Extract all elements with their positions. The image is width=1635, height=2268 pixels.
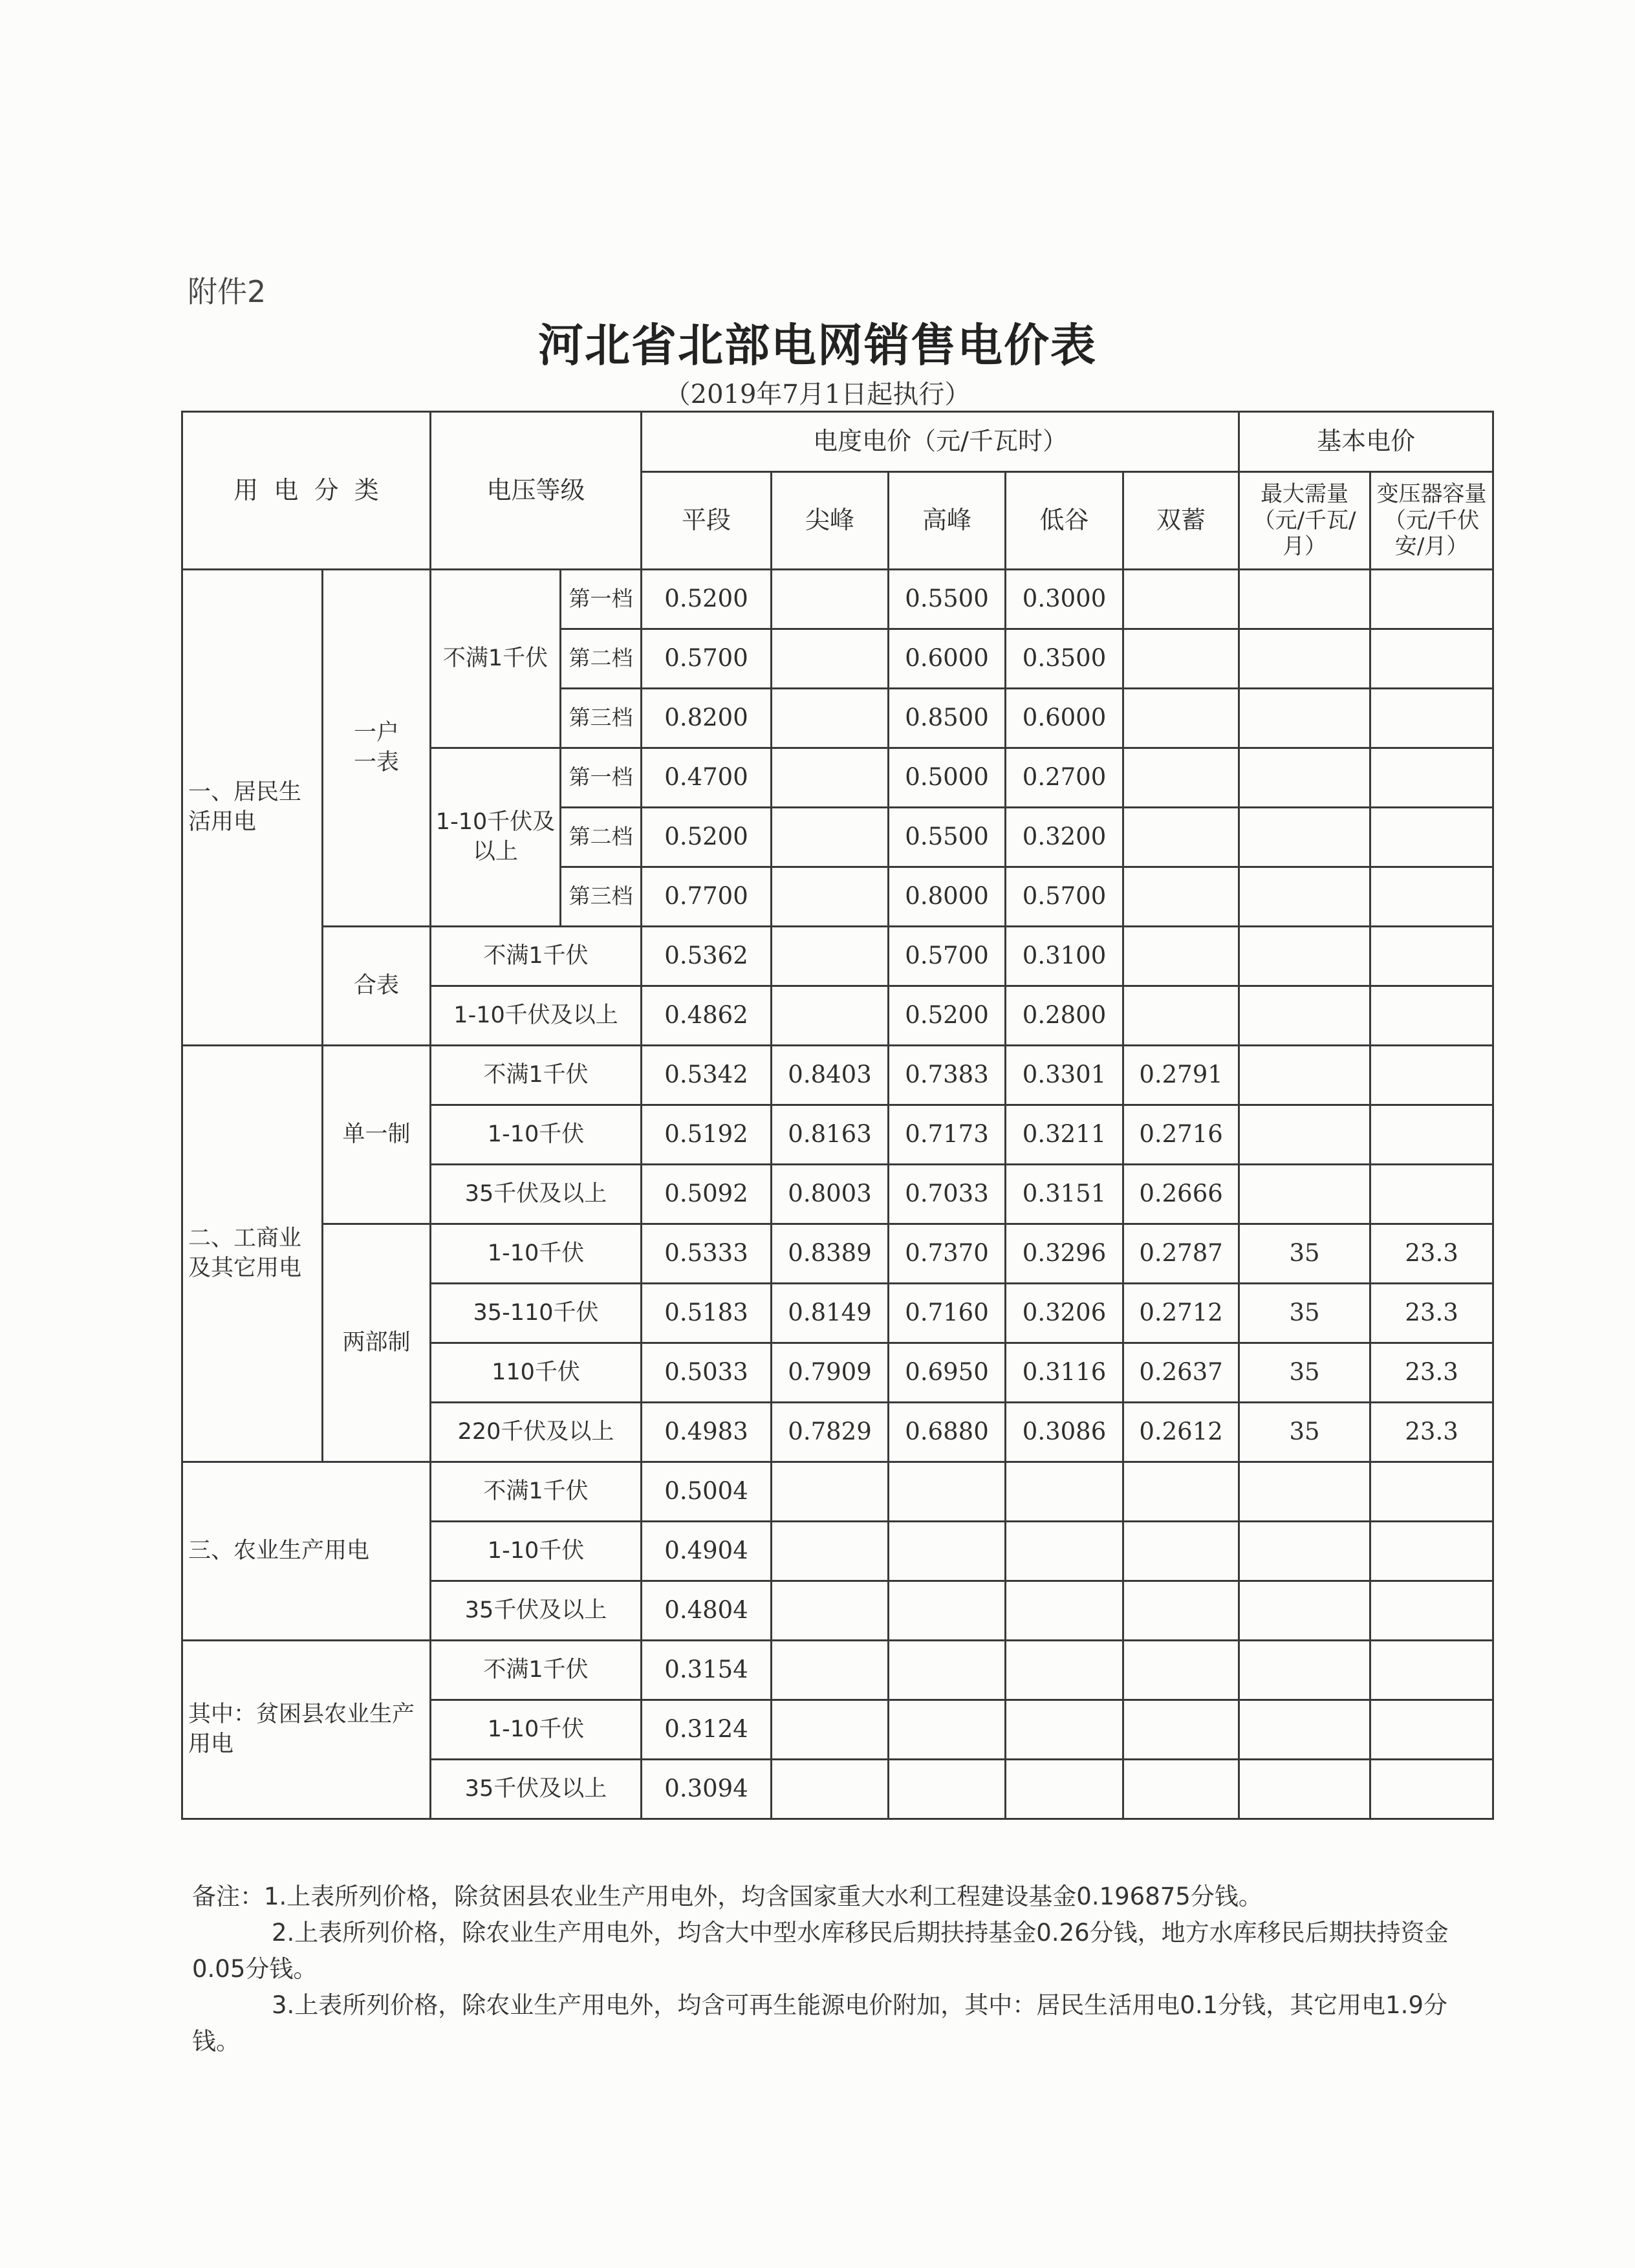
price-flat: 0.7700 <box>642 867 772 927</box>
attachment-label: 附件2 <box>188 274 266 309</box>
price-flat: 0.5183 <box>642 1284 772 1343</box>
voltage-cell: 35-110千伏 <box>431 1284 642 1343</box>
table-row <box>182 1046 1493 1105</box>
price-max-demand <box>1239 629 1370 689</box>
price-sharp-peak <box>772 1700 889 1760</box>
header-flat: 平段 <box>642 472 772 570</box>
price-sharp-peak <box>772 629 889 689</box>
price-transformer-capacity <box>1370 986 1493 1046</box>
price-max-demand <box>1239 808 1370 867</box>
voltage-cell: 1-10千伏 <box>431 1105 642 1165</box>
price-flat: 0.5033 <box>642 1343 772 1403</box>
tier-cell: 第三档 <box>561 867 642 927</box>
price-max-demand: 35 <box>1239 1224 1370 1284</box>
page-subtitle: （2019年7月1日起执行） <box>664 380 971 409</box>
price-peak: 0.7160 <box>889 1284 1006 1343</box>
price-dual-storage: 0.2637 <box>1123 1343 1239 1403</box>
price-valley <box>1006 1522 1123 1581</box>
category-cell: 二、工商业及其它用电 <box>182 1046 323 1462</box>
tier-cell: 第三档 <box>561 689 642 748</box>
header-sharp-peak: 尖峰 <box>772 472 889 570</box>
price-sharp-peak <box>772 986 889 1046</box>
category-cell: 其中：贫困县农业生产用电 <box>182 1641 431 1819</box>
price-peak: 0.5000 <box>889 748 1006 808</box>
price-peak: 0.8000 <box>889 867 1006 927</box>
price-dual-storage: 0.2612 <box>1123 1403 1239 1462</box>
table-row <box>182 927 1493 986</box>
price-dual-storage <box>1123 927 1239 986</box>
header-peak: 高峰 <box>889 472 1006 570</box>
price-transformer-capacity <box>1370 1522 1493 1581</box>
price-peak <box>889 1462 1006 1522</box>
price-flat: 0.3124 <box>642 1700 772 1760</box>
table-body <box>182 570 1493 1819</box>
price-max-demand <box>1239 986 1370 1046</box>
price-dual-storage <box>1123 1700 1239 1760</box>
price-max-demand <box>1239 1165 1370 1224</box>
price-sharp-peak <box>772 927 889 986</box>
price-dual-storage <box>1123 1641 1239 1700</box>
price-dual-storage <box>1123 986 1239 1046</box>
price-max-demand <box>1239 1700 1370 1760</box>
price-valley <box>1006 1581 1123 1641</box>
price-sharp-peak <box>772 748 889 808</box>
price-max-demand <box>1239 1046 1370 1105</box>
price-transformer-capacity <box>1370 689 1493 748</box>
price-valley <box>1006 1700 1123 1760</box>
price-valley: 0.2700 <box>1006 748 1123 808</box>
price-dual-storage <box>1123 1760 1239 1819</box>
price-transformer-capacity <box>1370 927 1493 986</box>
voltage-cell: 1-10千伏及以上 <box>431 748 561 927</box>
voltage-cell: 220千伏及以上 <box>431 1403 642 1462</box>
price-peak: 0.5500 <box>889 570 1006 629</box>
voltage-cell: 35千伏及以上 <box>431 1760 642 1819</box>
price-max-demand <box>1239 1641 1370 1700</box>
price-valley: 0.3086 <box>1006 1403 1123 1462</box>
price-max-demand <box>1239 689 1370 748</box>
voltage-cell: 35千伏及以上 <box>431 1165 642 1224</box>
voltage-cell: 不满1千伏 <box>431 570 561 748</box>
price-flat: 0.4700 <box>642 748 772 808</box>
category-cell: 三、农业生产用电 <box>182 1462 431 1641</box>
price-sharp-peak: 0.8389 <box>772 1224 889 1284</box>
price-dual-storage: 0.2712 <box>1123 1284 1239 1343</box>
price-peak: 0.6880 <box>889 1403 1006 1462</box>
tier-cell: 第二档 <box>561 808 642 867</box>
price-max-demand <box>1239 927 1370 986</box>
price-valley <box>1006 1760 1123 1819</box>
voltage-cell: 不满1千伏 <box>431 1641 642 1700</box>
subcategory-cell: 合表 <box>323 927 431 1046</box>
price-sharp-peak <box>772 1760 889 1819</box>
note-3: 3.上表所列价格，除农业生产用电外，均含可再生能源电价附加，其中：居民生活用电0.1分钱，其它用电1.9分钱。 <box>192 1991 1447 2055</box>
price-dual-storage <box>1123 1522 1239 1581</box>
voltage-cell: 35千伏及以上 <box>431 1581 642 1641</box>
price-sharp-peak <box>772 689 889 748</box>
price-max-demand: 35 <box>1239 1403 1370 1462</box>
price-valley: 0.3000 <box>1006 570 1123 629</box>
voltage-cell: 不满1千伏 <box>431 927 642 986</box>
note-1: 备注：1.上表所列价格，除贫困县农业生产用电外，均含国家重大水利工程建设基金0.196875分钱。 <box>192 1883 1262 1910</box>
price-max-demand: 35 <box>1239 1284 1370 1343</box>
table-row <box>182 570 1493 629</box>
header-category: 用 电 分 类 <box>182 412 431 570</box>
voltage-cell: 1-10千伏 <box>431 1522 642 1581</box>
price-dual-storage: 0.2787 <box>1123 1224 1239 1284</box>
price-max-demand <box>1239 1522 1370 1581</box>
header-dual-storage: 双蓄 <box>1123 472 1239 570</box>
header-transformer-capacity: 变压器容量（元/千伏安/月） <box>1370 472 1493 570</box>
price-transformer-capacity <box>1370 1760 1493 1819</box>
price-dual-storage <box>1123 1581 1239 1641</box>
price-sharp-peak: 0.7909 <box>772 1343 889 1403</box>
price-max-demand <box>1239 1462 1370 1522</box>
header-basic-price: 基本电价 <box>1239 412 1493 472</box>
tier-cell: 第一档 <box>561 570 642 629</box>
price-transformer-capacity <box>1370 1700 1493 1760</box>
header-voltage: 电压等级 <box>431 412 642 570</box>
price-flat: 0.3094 <box>642 1760 772 1819</box>
price-peak: 0.7173 <box>889 1105 1006 1165</box>
header-valley: 低谷 <box>1006 472 1123 570</box>
price-peak <box>889 1581 1006 1641</box>
price-table <box>181 411 1494 1820</box>
price-max-demand <box>1239 748 1370 808</box>
notes <box>192 1879 1492 2060</box>
price-flat: 0.4983 <box>642 1403 772 1462</box>
header-energy-price: 电度电价（元/千瓦时） <box>642 412 1239 472</box>
price-dual-storage: 0.2791 <box>1123 1046 1239 1105</box>
price-peak: 0.8500 <box>889 689 1006 748</box>
price-valley <box>1006 1462 1123 1522</box>
price-peak: 0.6000 <box>889 629 1006 689</box>
price-sharp-peak: 0.8003 <box>772 1165 889 1224</box>
price-transformer-capacity: 23.3 <box>1370 1343 1493 1403</box>
price-max-demand: 35 <box>1239 1343 1370 1403</box>
price-peak <box>889 1700 1006 1760</box>
price-transformer-capacity <box>1370 1581 1493 1641</box>
price-sharp-peak <box>772 1581 889 1641</box>
price-dual-storage <box>1123 808 1239 867</box>
price-dual-storage: 0.2716 <box>1123 1105 1239 1165</box>
subcategory-cell: 一户 一表 <box>323 570 431 927</box>
price-valley: 0.3500 <box>1006 629 1123 689</box>
voltage-cell: 110千伏 <box>431 1343 642 1403</box>
price-transformer-capacity: 23.3 <box>1370 1403 1493 1462</box>
price-sharp-peak <box>772 1522 889 1581</box>
price-dual-storage: 0.2666 <box>1123 1165 1239 1224</box>
price-valley: 0.3301 <box>1006 1046 1123 1105</box>
voltage-cell: 1-10千伏及以上 <box>431 986 642 1046</box>
price-valley: 0.3296 <box>1006 1224 1123 1284</box>
price-flat: 0.5200 <box>642 570 772 629</box>
subcategory-cell: 单一制 <box>323 1046 431 1224</box>
price-sharp-peak <box>772 867 889 927</box>
price-valley: 0.2800 <box>1006 986 1123 1046</box>
price-flat: 0.5092 <box>642 1165 772 1224</box>
voltage-cell: 不满1千伏 <box>431 1462 642 1522</box>
price-sharp-peak <box>772 570 889 629</box>
price-flat: 0.4862 <box>642 986 772 1046</box>
price-valley <box>1006 1641 1123 1700</box>
price-peak: 0.5200 <box>889 986 1006 1046</box>
price-max-demand <box>1239 1760 1370 1819</box>
price-transformer-capacity <box>1370 570 1493 629</box>
price-sharp-peak: 0.8403 <box>772 1046 889 1105</box>
price-valley: 0.6000 <box>1006 689 1123 748</box>
price-flat: 0.3154 <box>642 1641 772 1700</box>
price-flat: 0.4804 <box>642 1581 772 1641</box>
price-transformer-capacity: 23.3 <box>1370 1224 1493 1284</box>
price-transformer-capacity <box>1370 808 1493 867</box>
price-max-demand <box>1239 867 1370 927</box>
price-peak <box>889 1760 1006 1819</box>
table-row <box>182 1641 1493 1700</box>
table-row <box>182 1462 1493 1522</box>
price-valley: 0.3200 <box>1006 808 1123 867</box>
price-flat: 0.8200 <box>642 689 772 748</box>
price-dual-storage <box>1123 570 1239 629</box>
price-transformer-capacity <box>1370 629 1493 689</box>
price-transformer-capacity <box>1370 748 1493 808</box>
table-row <box>182 1224 1493 1284</box>
price-peak: 0.6950 <box>889 1343 1006 1403</box>
price-dual-storage <box>1123 629 1239 689</box>
price-max-demand <box>1239 570 1370 629</box>
price-valley: 0.3151 <box>1006 1165 1123 1224</box>
price-transformer-capacity <box>1370 867 1493 927</box>
price-flat: 0.5700 <box>642 629 772 689</box>
price-dual-storage <box>1123 748 1239 808</box>
price-peak: 0.7370 <box>889 1224 1006 1284</box>
price-dual-storage <box>1123 689 1239 748</box>
price-dual-storage <box>1123 867 1239 927</box>
price-flat: 0.5333 <box>642 1224 772 1284</box>
price-peak: 0.7033 <box>889 1165 1006 1224</box>
page-title: 河北省北部电网销售电价表 <box>538 318 1097 372</box>
price-flat: 0.5200 <box>642 808 772 867</box>
subcategory-cell: 两部制 <box>323 1224 431 1462</box>
price-flat: 0.4904 <box>642 1522 772 1581</box>
price-peak: 0.5500 <box>889 808 1006 867</box>
price-valley: 0.3116 <box>1006 1343 1123 1403</box>
header-max-demand: 最大需量（元/千瓦/月） <box>1239 472 1370 570</box>
voltage-cell: 不满1千伏 <box>431 1046 642 1105</box>
price-transformer-capacity <box>1370 1641 1493 1700</box>
price-flat: 0.5004 <box>642 1462 772 1522</box>
tier-cell: 第一档 <box>561 748 642 808</box>
price-peak: 0.5700 <box>889 927 1006 986</box>
price-dual-storage <box>1123 1462 1239 1522</box>
price-transformer-capacity <box>1370 1046 1493 1105</box>
price-max-demand <box>1239 1581 1370 1641</box>
note-2: 2.上表所列价格，除农业生产用电外，均含大中型水库移民后期扶持基金0.26分钱，地方水库移民后期扶持资金0.05分钱。 <box>192 1919 1449 1983</box>
tier-cell: 第二档 <box>561 629 642 689</box>
price-peak <box>889 1641 1006 1700</box>
voltage-cell: 1-10千伏 <box>431 1700 642 1760</box>
price-transformer-capacity <box>1370 1165 1493 1224</box>
price-valley: 0.3211 <box>1006 1105 1123 1165</box>
price-valley: 0.3206 <box>1006 1284 1123 1343</box>
price-valley: 0.3100 <box>1006 927 1123 986</box>
price-transformer-capacity: 23.3 <box>1370 1284 1493 1343</box>
price-peak <box>889 1522 1006 1581</box>
price-sharp-peak: 0.7829 <box>772 1403 889 1462</box>
price-peak: 0.7383 <box>889 1046 1006 1105</box>
price-sharp-peak <box>772 808 889 867</box>
voltage-cell: 1-10千伏 <box>431 1224 642 1284</box>
price-sharp-peak: 0.8163 <box>772 1105 889 1165</box>
price-flat: 0.5342 <box>642 1046 772 1105</box>
category-cell: 一、居民生活用电 <box>182 570 323 1046</box>
price-valley: 0.5700 <box>1006 867 1123 927</box>
price-sharp-peak <box>772 1462 889 1522</box>
price-flat: 0.5192 <box>642 1105 772 1165</box>
price-sharp-peak: 0.8149 <box>772 1284 889 1343</box>
price-sharp-peak <box>772 1641 889 1700</box>
price-transformer-capacity <box>1370 1105 1493 1165</box>
price-max-demand <box>1239 1105 1370 1165</box>
price-flat: 0.5362 <box>642 927 772 986</box>
price-transformer-capacity <box>1370 1462 1493 1522</box>
